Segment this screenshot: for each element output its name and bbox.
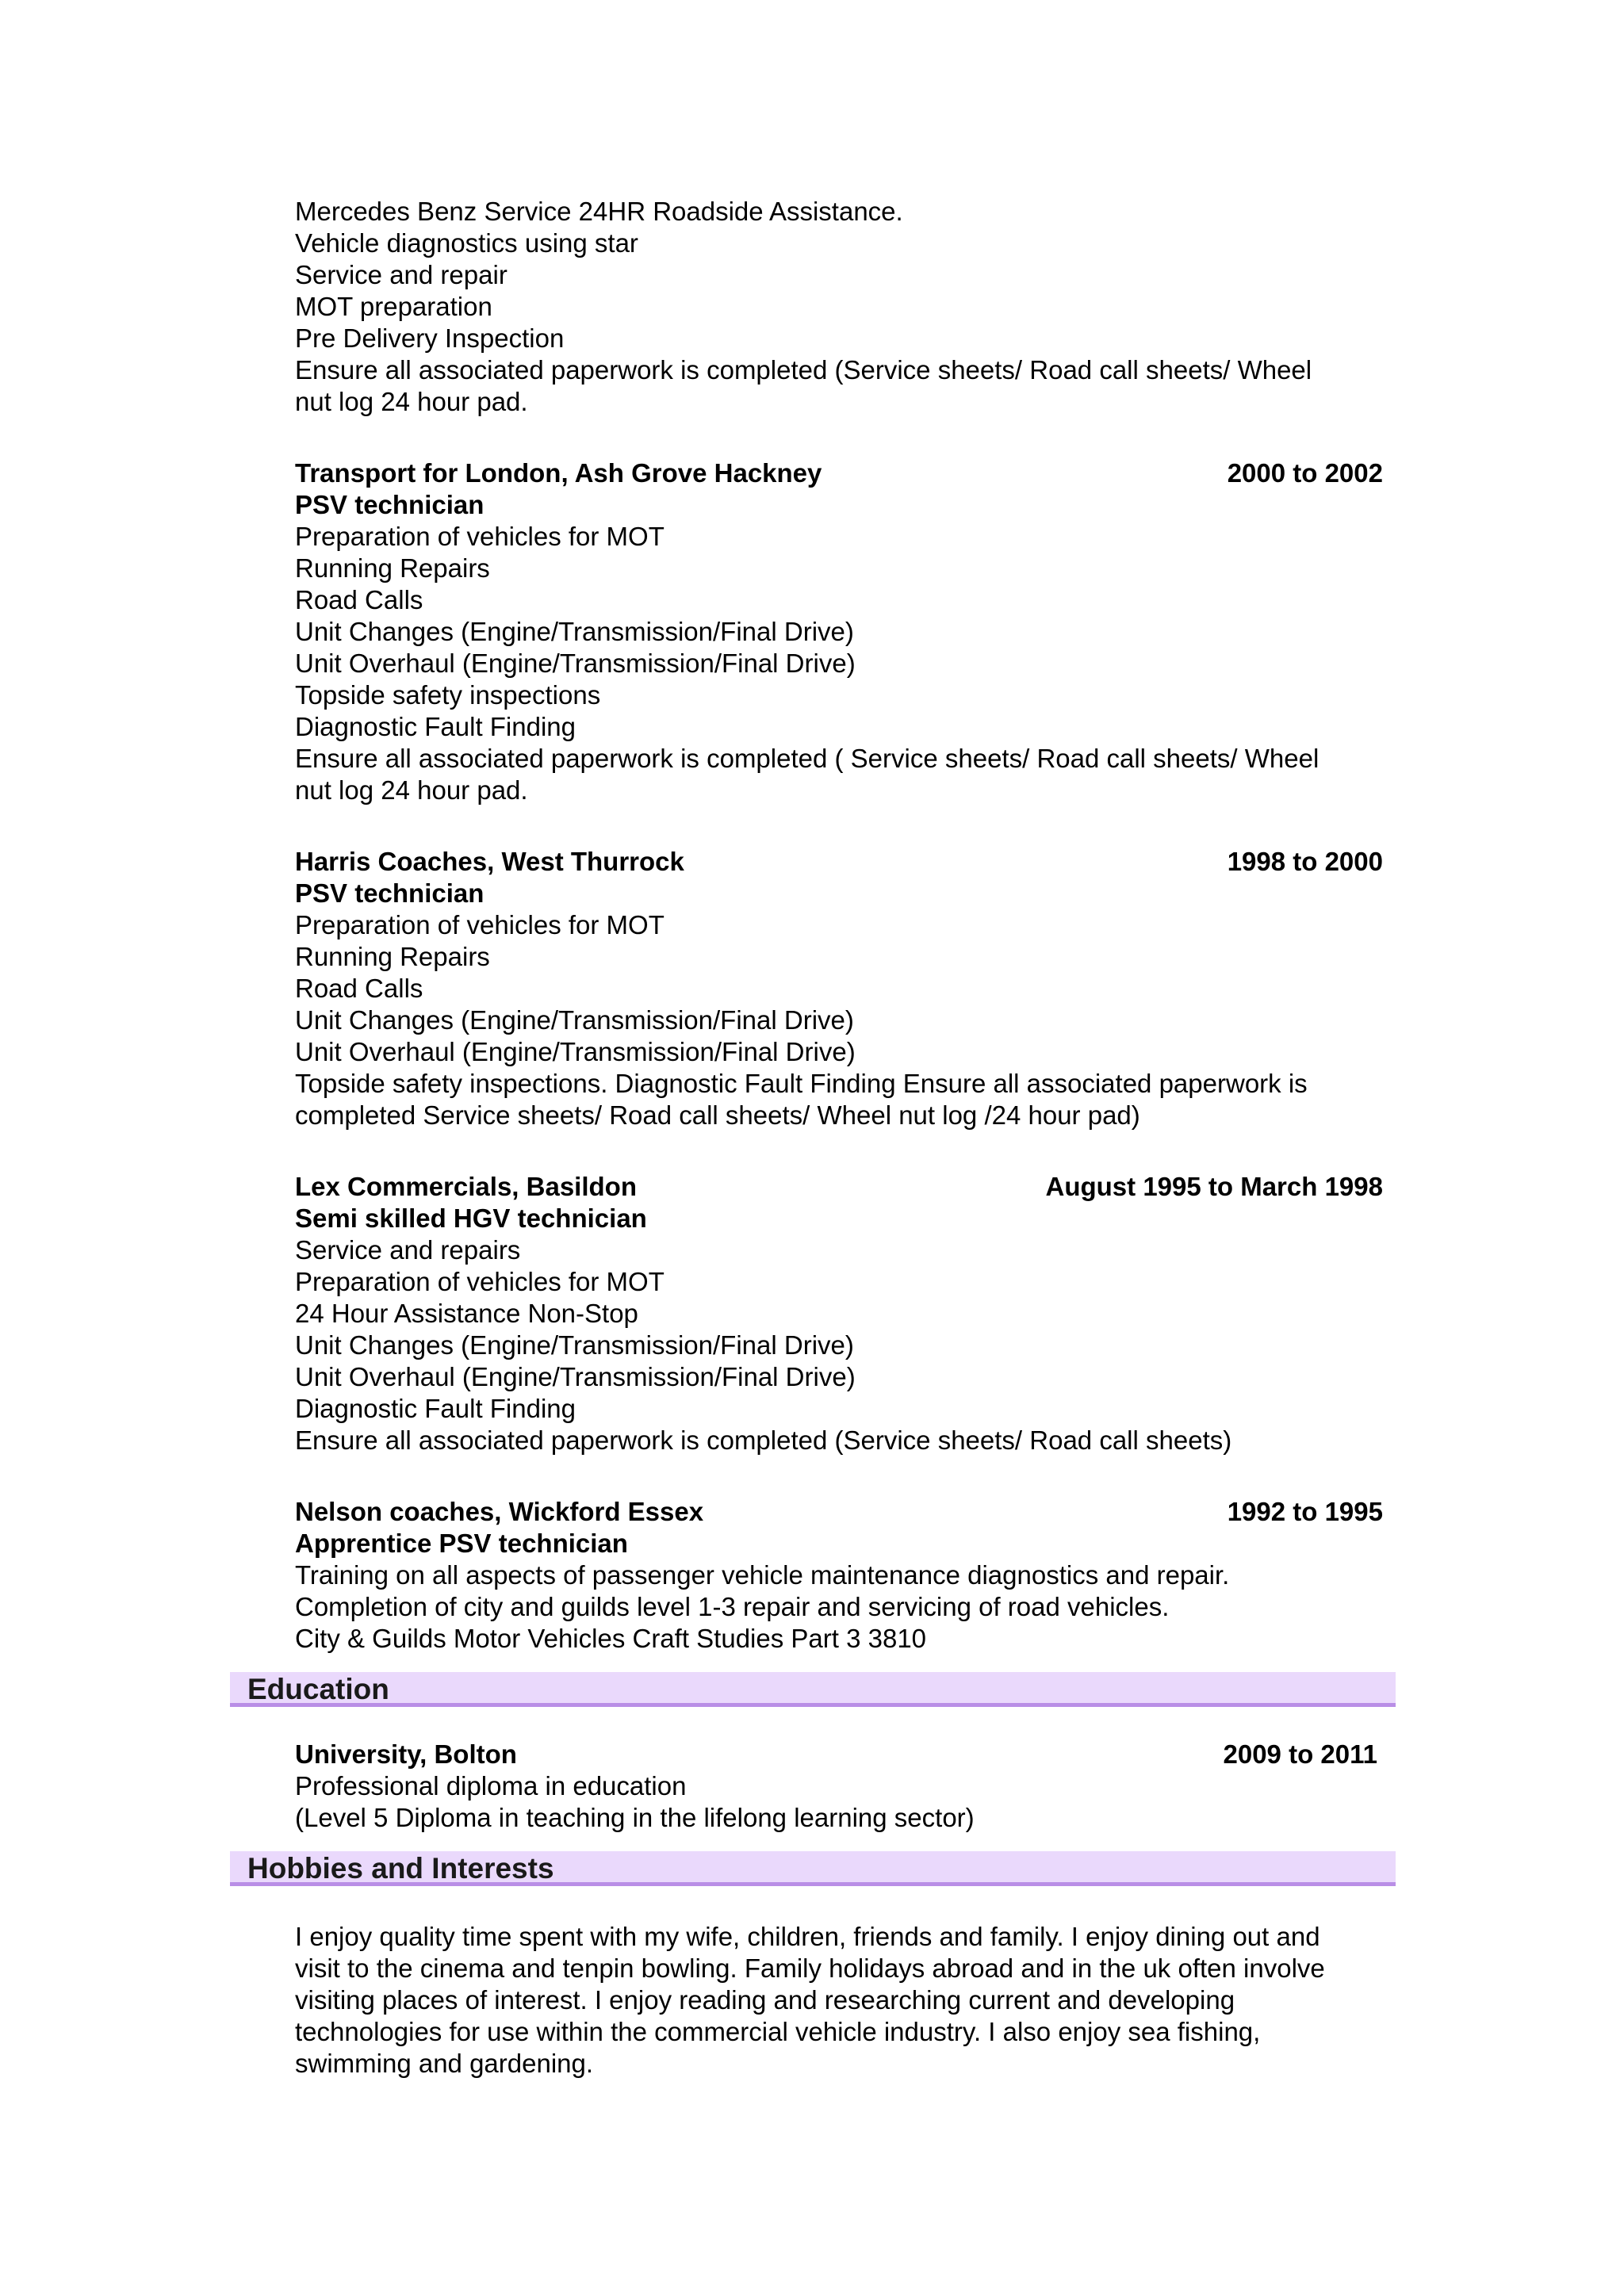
job-title: PSV technician <box>295 490 485 519</box>
job-duty: City & Guilds Motor Vehicles Craft Studies Part 3 3810 <box>295 1624 927 1653</box>
job-company: Lex Commercials, Basildon <box>295 1172 637 1201</box>
intro-line: Service and repair <box>295 260 508 289</box>
education-entry <box>295 1739 1377 1834</box>
job-duty: Preparation of vehicles for MOT <box>295 522 665 551</box>
intro-line: MOT preparation <box>295 292 492 321</box>
hobbies-section-heading: Hobbies and Interests <box>230 1851 1396 1886</box>
job-duty: Diagnostic Fault Finding <box>295 1394 576 1423</box>
education-header <box>295 1739 1377 1770</box>
education-dates: 2009 to 2011 <box>1223 1739 1377 1769</box>
hobbies-line: visiting places of interest. I enjoy reading and researching current and developing <box>295 1985 1235 2015</box>
hobbies-paragraph <box>295 1921 1383 2080</box>
job-duty: Running Repairs <box>295 942 490 971</box>
education-line: Professional diploma in education <box>295 1771 687 1800</box>
job-duty: Training on all aspects of passenger vehicle maintenance diagnostics and repair. <box>295 1560 1230 1590</box>
job-duty: Unit Changes (Engine/Transmission/Final Drive) <box>295 1005 854 1035</box>
job-duty: Road Calls <box>295 974 423 1003</box>
job-duty: Road Calls <box>295 585 423 614</box>
education-section-heading: Education <box>230 1672 1396 1707</box>
job-header <box>295 846 1383 878</box>
job-header <box>295 1171 1383 1203</box>
job-duty: Unit Changes (Engine/Transmission/Final Drive) <box>295 617 854 646</box>
job-entry <box>295 1496 1383 1655</box>
resume-page-content <box>247 196 1383 2080</box>
job-duty: Preparation of vehicles for MOT <box>295 1267 665 1296</box>
job-dates: 1992 to 1995 <box>1227 1497 1383 1526</box>
hobbies-line: swimming and gardening. <box>295 2049 594 2078</box>
job-duty: Service and repairs <box>295 1235 521 1265</box>
job-dates: 2000 to 2002 <box>1227 458 1383 488</box>
job-header <box>295 457 1383 489</box>
job-duty: Unit Overhaul (Engine/Transmission/Final Drive) <box>295 1362 856 1391</box>
hobbies-line: visit to the cinema and tenpin bowling. Family holidays abroad and in the uk often involve <box>295 1954 1325 1983</box>
job-title: Semi skilled HGV technician <box>295 1203 647 1233</box>
education-institution: University, Bolton <box>295 1739 517 1769</box>
job-company: Nelson coaches, Wickford Essex <box>295 1497 704 1526</box>
job-title: PSV technician <box>295 878 485 908</box>
intro-line: Vehicle diagnostics using star <box>295 228 638 258</box>
job-title: Apprentice PSV technician <box>295 1529 628 1558</box>
job-duty: Ensure all associated paperwork is completed (Service sheets/ Road call sheets) <box>295 1425 1232 1455</box>
job-duty: nut log 24 hour pad. <box>295 775 528 805</box>
intro-line: Ensure all associated paperwork is completed (Service sheets/ Road call sheets/ Wheel <box>295 355 1312 385</box>
job-duty: Unit Overhaul (Engine/Transmission/Final Drive) <box>295 649 856 678</box>
job-duty: 24 Hour Assistance Non-Stop <box>295 1299 638 1328</box>
job-dates: August 1995 to March 1998 <box>1045 1172 1383 1201</box>
job-header <box>295 1496 1383 1528</box>
intro-line: nut log 24 hour pad. <box>295 387 528 416</box>
job-duty: Ensure all associated paperwork is completed ( Service sheets/ Road call sheets/ Wheel <box>295 744 1320 773</box>
job-duty: Preparation of vehicles for MOT <box>295 910 665 939</box>
job-duty: Diagnostic Fault Finding <box>295 712 576 741</box>
job-duty: Completion of city and guilds level 1-3 repair and servicing of road vehicles. <box>295 1592 1170 1621</box>
education-line: (Level 5 Diploma in teaching in the lifelong learning sector) <box>295 1803 975 1832</box>
job-dates: 1998 to 2000 <box>1227 847 1383 876</box>
hobbies-line: I enjoy quality time spent with my wife, children, friends and family. I enjoy dining out and <box>295 1922 1320 1951</box>
job-duty: Running Repairs <box>295 553 490 583</box>
job-duty: completed Service sheets/ Road call sheets/ Wheel nut log /24 hour pad) <box>295 1100 1140 1130</box>
intro-line: Pre Delivery Inspection <box>295 323 565 353</box>
job-entry <box>295 457 1383 806</box>
hobbies-line: technologies for use within the commercial vehicle industry. I also enjoy sea fishing, <box>295 2017 1261 2046</box>
job-entry <box>295 1171 1383 1456</box>
intro-line: Mercedes Benz Service 24HR Roadside Assistance. <box>295 197 903 226</box>
job-duty: Unit Overhaul (Engine/Transmission/Final Drive) <box>295 1037 856 1066</box>
job-entry <box>295 846 1383 1131</box>
job-duty: Topside safety inspections <box>295 680 601 710</box>
job-duty: Unit Changes (Engine/Transmission/Final Drive) <box>295 1330 854 1360</box>
job-company: Harris Coaches, West Thurrock <box>295 847 684 876</box>
intro-block <box>295 196 1383 418</box>
job-company: Transport for London, Ash Grove Hackney <box>295 458 822 488</box>
job-duty: Topside safety inspections. Diagnostic Fault Finding Ensure all associated paperwork is <box>295 1069 1308 1098</box>
